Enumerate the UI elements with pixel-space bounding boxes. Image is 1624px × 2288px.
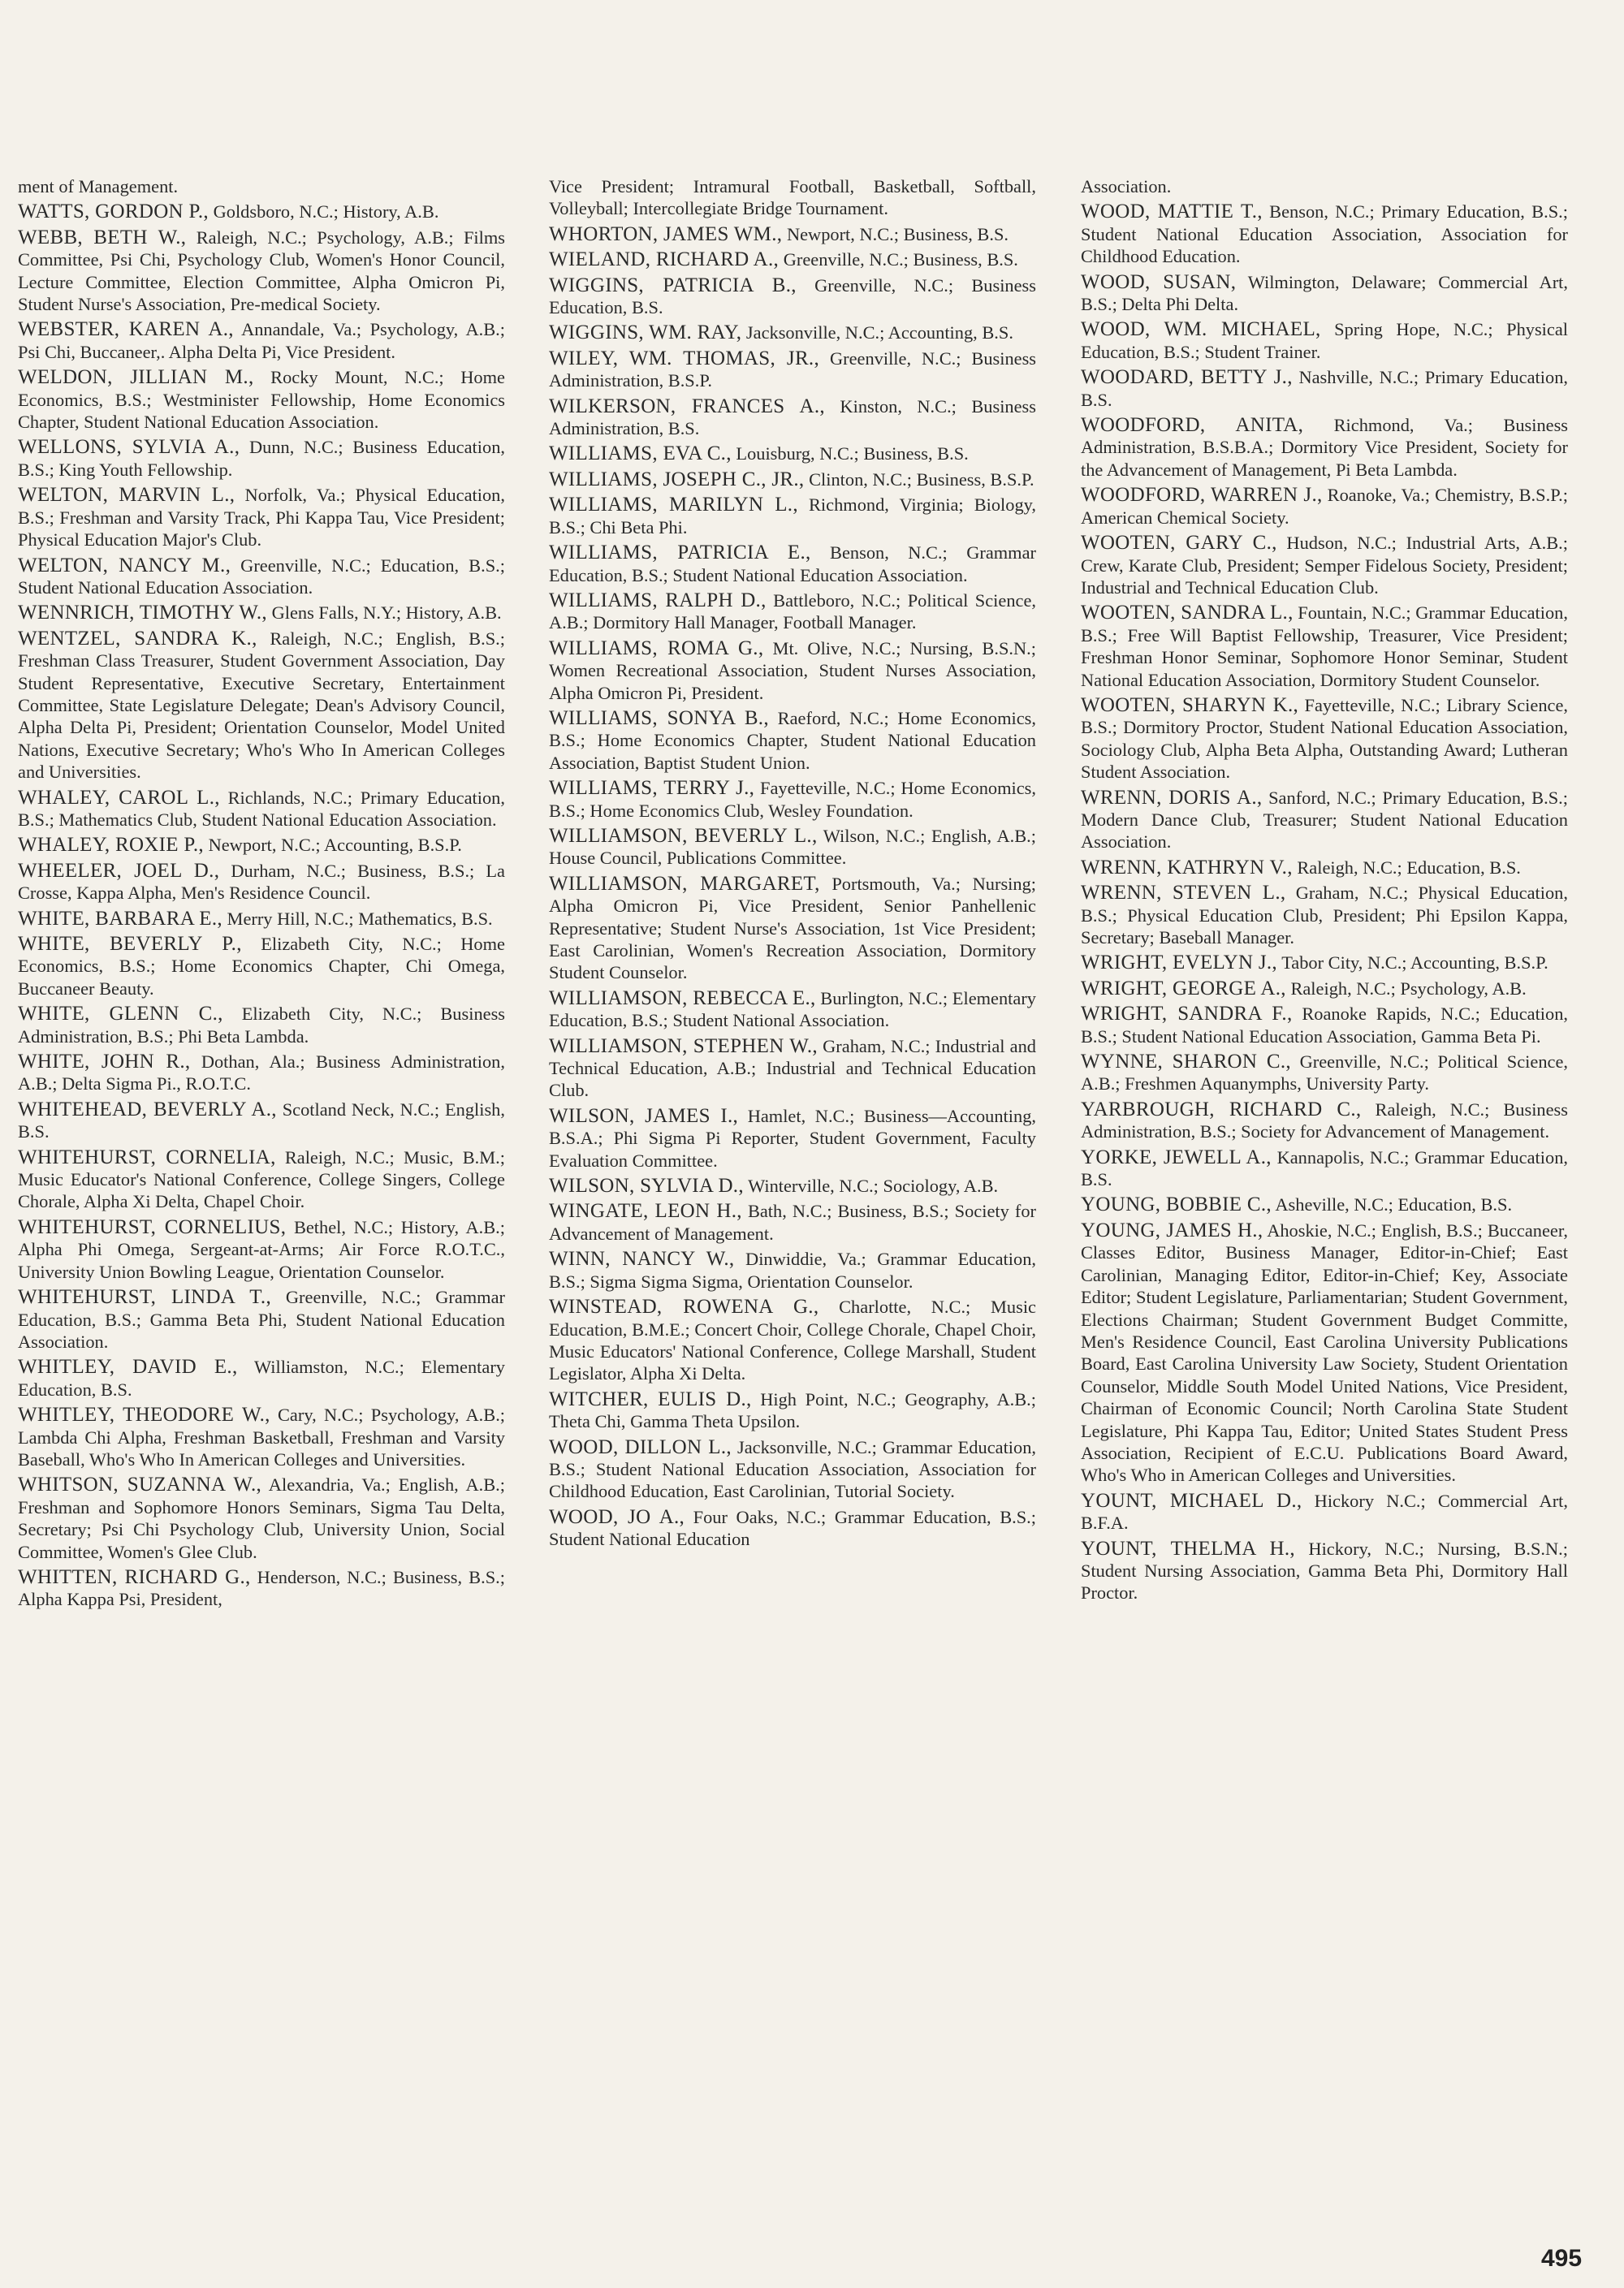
entry-details: Richmond, Va.; Business Administration, B.S.B.A.; Dormitory Vice President, Society for the Advancement of Management, Pi Beta Lambda. xyxy=(1081,415,1569,480)
directory-entry xyxy=(549,248,1036,270)
entry-details: Jacksonville, N.C.; Accounting, B.S. xyxy=(745,322,1013,343)
entry-details: Jacksonville, N.C.; Grammar Education, B.S.; Student National Education Association, Association for Childhood Education, East Carolinian, Tutorial Society. xyxy=(549,1436,1037,1502)
directory-entry xyxy=(549,348,1036,392)
entry-name: YARBROUGH, RICHARD C., xyxy=(1081,1098,1362,1120)
directory-entry xyxy=(549,494,1036,538)
entry-details: Fayetteville, N.C.; Library Science, B.S.; Dormitory Proctor, Student National Education Association, Sociology Club, Alpha Beta Alpha, Outstanding Award; Lutheran Student Association. xyxy=(1081,694,1568,783)
directory-entry xyxy=(1081,1538,1568,1604)
entry-name: WILSON, SYLVIA D., xyxy=(549,1175,744,1198)
entry-name: WHITEHURST, CORNELIUS, xyxy=(18,1215,287,1238)
entry-details: Spring Hope, N.C.; Physical Education, B.S.; Student Trainer. xyxy=(1081,319,1568,362)
directory-entry xyxy=(1081,1051,1568,1095)
entry-details: Louisburg, N.C.; Business, B.S. xyxy=(736,443,969,464)
entry-details: Alexandria, Va.; English, A.B.; Freshman and Sophomore Honors Seminars, Sigma Tau Delta, Secretary; Psi Chi Psychology Club, University Union, Social Committee, Women's Glee Club. xyxy=(18,1474,505,1562)
entry-name: WILLIAMSON, BEVERLY L., xyxy=(549,824,818,847)
entry-details: Raeford, N.C.; Home Economics, B.S.; Home Economics Chapter, Student National Education Association, Baptist Student Union. xyxy=(549,707,1036,773)
entry-details: Elizabeth City, N.C.; Home Economics, B.S.; Home Economics Chapter, Chi Omega, Buccaneer Beauty. xyxy=(18,934,505,999)
entry-details: Raleigh, N.C.; Music, B.M.; Music Educator's National Conference, College Singers, College Chorale, Alpha Xi Delta, Chapel Choir. xyxy=(18,1146,505,1212)
directory-entry xyxy=(549,395,1036,440)
directory-entry xyxy=(1081,532,1568,598)
entry-name: WOODARD, BETTY J., xyxy=(1081,366,1293,389)
directory-entry xyxy=(549,777,1036,822)
entry-name: WIELAND, RICHARD A., xyxy=(549,248,780,271)
entry-details: Ahoskie, N.C.; English, B.S.; Buccaneer, Classes Editor, Business Manager, Editor-in-Chief; East Carolinian, Managing Editor, Editor-in-Chief; Key, Associate Editor; Student Legislature, Parliamentarian; Student Government, Elections Chairman; Student Government Budget Committe, Men's Residence Council, East Carolina University Publications Board, East Carolina University Law Society, Student Orientation Counselor, Middle South Model United Nations, Vice President, Chairman of Economic Council; North Carolina State Student Legislature, Phi Kappa Tau, Editor; United States Student Press Association, Recipient of E.C.U. Publications Board Award, Who's Who in American Colleges and Universities. xyxy=(1081,1220,1568,1486)
entry-details: Benson, N.C.; Grammar Education, B.S.; Student National Education Association. xyxy=(549,542,1036,585)
entry-details: Sanford, N.C.; Primary Education, B.S.; Modern Dance Club, Treasurer; Student National Education Association. xyxy=(1081,787,1568,853)
entry-name: WILLIAMS, RALPH D., xyxy=(549,589,767,611)
entry-details: Richmond, Virginia; Biology, B.S.; Chi Beta Phi. xyxy=(549,494,1036,537)
entry-name: WENTZEL, SANDRA K., xyxy=(18,627,257,650)
directory-entry xyxy=(1081,318,1568,363)
directory-entry xyxy=(1081,1490,1568,1535)
directory-entry xyxy=(549,707,1036,774)
entry-name: WHITEHEAD, BEVERLY A., xyxy=(18,1098,277,1120)
directory-entry xyxy=(549,637,1036,704)
entry-details: Williamston, N.C.; Elementary Education, B.S. xyxy=(18,1357,505,1400)
entry-name: YOUNG, JAMES H., xyxy=(1081,1219,1263,1241)
entry-details: Greenville, N.C.; Grammar Education, B.S.; Gamma Beta Phi, Student National Education Association. xyxy=(18,1287,505,1352)
directory-entry xyxy=(18,860,505,904)
entry-name: WHITE, JOHN R., xyxy=(18,1051,191,1073)
directory-entry xyxy=(1081,882,1568,948)
entry-details: Durham, N.C.; Business, B.S.; La Crosse, Kappa Alpha, Men's Residence Council. xyxy=(18,860,505,904)
entry-details: Roanoke Rapids, N.C.; Education, B.S.; Student National Education Association, Gamma Beta Pi. xyxy=(1081,1004,1568,1047)
entry-name: WOODFORD, WARREN J., xyxy=(1081,484,1323,507)
entry-name: WILLIAMS, PATRICIA E., xyxy=(549,542,811,564)
entry-name: WILLIAMS, TERRY J., xyxy=(549,777,755,800)
entry-details: Portsmouth, Va.; Nursing; Alpha Omicron Pi, Vice President, Senior Panhellenic Representative; Student Nurse's Association, 1st Vice President; East Carolinian, Women's Recreation Association, Dormitory Student Counselor. xyxy=(549,873,1036,983)
entry-details: Newport, N.C.; Business, B.S. xyxy=(786,223,1009,244)
entry-details: Wilmington, Delaware; Commercial Art, B.S.; Delta Phi Delta. xyxy=(1081,271,1568,315)
entry-name: WILLIAMS, SONYA B., xyxy=(549,706,769,729)
directory-entry xyxy=(549,468,1036,490)
entry-details: Raleigh, N.C.; Education, B.S. xyxy=(1297,857,1521,878)
entry-details: Tabor City, N.C.; Accounting, B.S.P. xyxy=(1281,952,1548,973)
directory-entry xyxy=(549,223,1036,245)
directory-entry xyxy=(18,602,505,624)
entry-name: WOOD, SUSAN, xyxy=(1081,270,1237,293)
directory-entry xyxy=(18,366,505,433)
entry-details: Greenville, N.C.; Political Science, A.B.; Freshmen Aquanymphs, University Party. xyxy=(1081,1051,1568,1094)
entry-name: WIGGINS, WM. RAY, xyxy=(549,322,742,344)
entry-details: Association. xyxy=(1081,176,1172,196)
directory-entry xyxy=(549,1175,1036,1197)
entry-name: WHITLEY, THEODORE W., xyxy=(18,1404,270,1427)
entry-name: WINGATE, LEON H., xyxy=(549,1200,742,1223)
entry-name: WRENN, DORIS A., xyxy=(1081,786,1263,809)
directory-entry xyxy=(18,1474,505,1563)
entry-details: Dinwiddie, Va.; Grammar Education, B.S.; Sigma Sigma Sigma, Orientation Counselor. xyxy=(549,1249,1036,1292)
directory-entry xyxy=(549,1436,1036,1503)
entry-details: Raleigh, N.C.; Business Administration, B.S.; Society for Advancement of Management. xyxy=(1081,1099,1568,1142)
entry-details: Newport, N.C.; Accounting, B.S.P. xyxy=(208,835,462,856)
directory-entry xyxy=(1081,484,1568,529)
directory-entry xyxy=(18,1051,505,1095)
entry-name: WOOTEN, GARY C., xyxy=(1081,532,1277,555)
entry-name: YORKE, JEWELL A., xyxy=(1081,1146,1272,1168)
entry-details: Goldsboro, N.C.; History, A.B. xyxy=(213,201,439,222)
directory-entry xyxy=(1081,602,1568,691)
entry-name: WOOD, MATTIE T., xyxy=(1081,201,1263,223)
entry-name: WELLONS, SYLVIA A., xyxy=(18,436,240,459)
entry-details: Rocky Mount, N.C.; Home Economics, B.S.; Westminister Fellowship, Home Economics Chapter, Student National Education Association. xyxy=(18,367,505,433)
entry-name: WILLIAMSON, MARGARET, xyxy=(549,872,820,895)
entry-details: Fayetteville, N.C.; Home Economics, B.S.; Home Economics Club, Wesley Foundation. xyxy=(549,778,1036,821)
directory-entry xyxy=(549,1296,1036,1385)
directory-entry xyxy=(18,1146,505,1213)
entry-name: WOOD, JO A., xyxy=(549,1505,685,1528)
entry-name: WRIGHT, SANDRA F., xyxy=(1081,1003,1293,1025)
entry-name: YOUNT, MICHAEL D., xyxy=(1081,1489,1302,1512)
page-number: 495 xyxy=(1541,2245,1583,2272)
entry-details: Charlotte, N.C.; Music Education, B.M.E.; Concert Choir, College Chorale, Chapel Choir, Music Educators' National Conference, College Marshall, Student Legislator, Alpha Xi Delta. xyxy=(549,1297,1036,1384)
entry-name: WOOTEN, SANDRA L., xyxy=(1081,602,1294,624)
entry-details: Mt. Olive, N.C.; Nursing, B.S.N.; Women Recreational Association, Student Nurses Association, Alpha Omicron Pi, President. xyxy=(549,637,1037,703)
directory-entry xyxy=(18,834,505,856)
directory-entry xyxy=(18,436,505,481)
directory-entry xyxy=(18,908,505,930)
directory-entry xyxy=(18,484,505,550)
entry-name: WILEY, WM. THOMAS, JR., xyxy=(549,347,820,369)
entry-name: WILLIAMS, MARILYN L., xyxy=(549,494,798,516)
directory-entry xyxy=(18,1003,505,1047)
directory-entry xyxy=(549,542,1036,586)
entry-name: WELTON, NANCY M., xyxy=(18,554,231,576)
directory-entry xyxy=(18,175,505,197)
directory-entry xyxy=(18,1566,505,1611)
entry-name: WILLIAMS, ROMA G., xyxy=(549,637,764,659)
directory-entry xyxy=(1081,1146,1568,1191)
entry-details: Kinston, N.C.; Business Administration, B.S. xyxy=(549,395,1036,439)
entry-name: WHITTEN, RICHARD G., xyxy=(18,1565,251,1588)
entry-name: WHALEY, ROXIE P., xyxy=(18,834,204,857)
entry-details: Annandale, Va.; Psychology, A.B.; Psi Chi, Buccaneer,. Alpha Delta Pi, Vice President. xyxy=(18,319,505,362)
column-1 xyxy=(18,175,505,1614)
directory-entry xyxy=(549,1388,1036,1433)
directory-entry xyxy=(1081,1003,1568,1047)
directory-entry xyxy=(18,318,505,363)
directory-entry xyxy=(549,1200,1036,1245)
entry-name: WITCHER, EULIS D., xyxy=(549,1388,752,1410)
entry-name: WHITE, BARBARA E., xyxy=(18,907,222,930)
directory-entry xyxy=(1081,366,1568,411)
entry-name: WEBSTER, KAREN A., xyxy=(18,318,234,341)
directory-entry xyxy=(549,442,1036,464)
entry-details: Greenville, N.C.; Business Education, B.S. xyxy=(549,274,1036,318)
entry-name: WILLIAMSON, REBECCA E., xyxy=(549,986,816,1009)
directory-entry xyxy=(1081,787,1568,853)
entry-details: Fountain, N.C.; Grammar Education, B.S.; Free Will Baptist Fellowship, Treasurer, Vice President; Freshman Honor Seminar, Sophomore Honor Seminar, Student National Education Association, Dormitory Student Counselor. xyxy=(1081,602,1568,690)
directory-entry xyxy=(549,1035,1036,1102)
entry-details: Hudson, N.C.; Industrial Arts, A.B.; Crew, Karate Club, President; Semper Fidelous Society, President; Industrial and Technical Education Club. xyxy=(1081,533,1568,598)
entry-details: Hickory N.C.; Commercial Art, B.F.A. xyxy=(1081,1490,1568,1534)
entry-name: YOUNT, THELMA H., xyxy=(1081,1537,1295,1560)
entry-details: Hickory, N.C.; Nursing, B.S.N.; Student Nursing Association, Gamma Beta Phi, Dormitory Hall Proctor. xyxy=(1081,1538,1568,1604)
directory-entry xyxy=(549,873,1036,984)
entry-details: Greenville, N.C.; Business, B.S. xyxy=(783,249,1018,270)
entry-details: Raleigh, N.C.; Psychology, A.B. xyxy=(1290,978,1527,999)
directory-entry xyxy=(549,1105,1036,1172)
entry-details: Elizabeth City, N.C.; Business Administration, B.S.; Phi Beta Lambda. xyxy=(18,1004,506,1047)
entry-name: WRIGHT, EVELYN J., xyxy=(1081,952,1277,974)
entry-name: WHITEHURST, LINDA T., xyxy=(18,1286,272,1309)
directory-entry xyxy=(1081,857,1568,879)
directory-entry xyxy=(1081,414,1568,481)
entry-details: Burlington, N.C.; Elementary Education, B.S.; Student National Association. xyxy=(549,987,1036,1031)
entry-details: Bath, N.C.; Business, B.S.; Society for Advancement of Management. xyxy=(549,1201,1036,1244)
entry-name: WILLIAMS, JOSEPH C., JR., xyxy=(549,468,805,490)
entry-details: Dothan, Ala.; Business Administration, A.B.; Delta Sigma Pi., R.O.T.C. xyxy=(18,1051,505,1094)
directory-entry xyxy=(549,175,1036,220)
entry-details: Nashville, N.C.; Primary Education, B.S. xyxy=(1081,367,1568,410)
directory-entry xyxy=(549,825,1036,870)
directory-entry xyxy=(1081,1194,1568,1215)
entry-name: WATTS, GORDON P., xyxy=(18,201,209,223)
directory-entry xyxy=(549,1506,1036,1551)
entry-details: Greenville, N.C.; Education, B.S.; Student National Education Association. xyxy=(18,555,505,598)
entry-details: High Point, N.C.; Geography, A.B.; Theta Chi, Gamma Theta Upsilon. xyxy=(549,1388,1036,1432)
entry-name: WRENN, STEVEN L., xyxy=(1081,882,1286,904)
entry-name: WILSON, JAMES I., xyxy=(549,1104,739,1127)
entry-details: Norfolk, Va.; Physical Education, B.S.; Freshman and Varsity Track, Phi Kappa Tau, Vice President; Physical Education Major's Club. xyxy=(18,485,505,550)
directory-entry xyxy=(18,1099,505,1143)
directory-entry xyxy=(1081,201,1568,267)
entry-name: WELDON, JILLIAN M., xyxy=(18,366,254,389)
entry-details: Cary, N.C.; Psychology, A.B.; Lambda Chi Alpha, Freshman Basketball, Freshman and Varsity Baseball, Who's Who In American Colleges and Universities. xyxy=(18,1405,506,1470)
directory-entry xyxy=(1081,694,1568,784)
entry-name: WHITEHURST, CORNELIA, xyxy=(18,1146,276,1168)
column-3 xyxy=(1081,175,1568,1608)
entry-name: WRIGHT, GEORGE A., xyxy=(1081,977,1286,999)
entry-details: Asheville, N.C.; Education, B.S. xyxy=(1275,1194,1513,1215)
directory-entry xyxy=(549,589,1036,634)
entry-details: Glens Falls, N.Y.; History, A.B. xyxy=(271,602,502,624)
entry-details: Hamlet, N.C.; Business—Accounting, B.S.A.; Phi Sigma Pi Reporter, Student Government, Faculty Evaluation Committee. xyxy=(549,1105,1036,1171)
directory-entry xyxy=(18,1216,505,1283)
entry-name: WHITSON, SUZANNA W., xyxy=(18,1474,262,1496)
directory-entry xyxy=(18,628,505,784)
entry-name: WHITLEY, DAVID E., xyxy=(18,1356,238,1379)
entry-name: WRENN, KATHRYN V., xyxy=(1081,856,1293,879)
entry-name: WHALEY, CAROL L., xyxy=(18,786,220,809)
entry-name: WOOTEN, SHARYN K., xyxy=(1081,693,1299,716)
entry-name: WHORTON, JAMES WM., xyxy=(549,222,783,245)
directory-entry xyxy=(549,987,1036,1032)
directory-entry xyxy=(18,1404,505,1470)
entry-details: Roanoke, Va.; Chemistry, B.S.P.; American Chemical Society. xyxy=(1081,485,1568,528)
directory-entry xyxy=(18,1356,505,1401)
entry-details: Raleigh, N.C.; English, B.S.; Freshman Class Treasurer, Student Government Association, Day Student Representative, Executive Secretary, Entertainment Committee, State Legislature Delegate; Dean's Advisory Council, Alpha Delta Pi, President; Orientation Counselor, Model United Nations, Executive Secretary; Who's Who In American Colleges and Universities. xyxy=(18,628,505,783)
entry-details: Wilson, N.C.; English, A.B.; House Council, Publications Committee. xyxy=(549,825,1036,869)
directory-entry xyxy=(549,322,1036,343)
entry-name: WEBB, BETH W., xyxy=(18,226,187,248)
entry-details: Bethel, N.C.; History, A.B.; Alpha Phi Omega, Sergeant-at-Arms; Air Force R.O.T.C., University Union Bowling League, Orientation Counselor. xyxy=(18,1216,505,1282)
entry-name: WHITE, BEVERLY P., xyxy=(18,933,242,955)
entry-name: WOOD, DILLON L., xyxy=(549,1435,732,1458)
entry-details: Kannapolis, N.C.; Grammar Education, B.S. xyxy=(1081,1146,1568,1190)
entry-name: WOODFORD, ANITA, xyxy=(1081,414,1304,437)
entry-details: Henderson, N.C.; Business, B.S.; Alpha Kappa Psi, President, xyxy=(18,1566,505,1610)
entry-name: WILLIAMSON, STEPHEN W., xyxy=(549,1034,818,1057)
entry-details: Richlands, N.C.; Primary Education, B.S.; Mathematics Club, Student National Education Association. xyxy=(18,787,505,830)
entry-details: Dunn, N.C.; Business Education, B.S.; King Youth Fellowship. xyxy=(18,437,505,480)
entry-name: WILLIAMS, EVA C., xyxy=(549,442,732,465)
directory-entry xyxy=(18,787,505,831)
entry-details: Merry Hill, N.C.; Mathematics, B.S. xyxy=(227,908,493,929)
directory-entry xyxy=(1081,1220,1568,1487)
directory-entry xyxy=(18,201,505,222)
entry-name: WILKERSON, FRANCES A., xyxy=(549,395,825,417)
entry-name: WINSTEAD, ROWENA G., xyxy=(549,1296,819,1319)
entry-details: Greenville, N.C.; Business Administration, B.S.P. xyxy=(549,348,1037,391)
directory-entry xyxy=(1081,175,1568,197)
directory-entry xyxy=(1081,978,1568,999)
directory-entry xyxy=(18,1286,505,1353)
entry-details: Graham, N.C.; Industrial and Technical Education, A.B.; Industrial and Technical Education Club. xyxy=(549,1035,1036,1101)
entry-details: Clinton, N.C.; Business, B.S.P. xyxy=(809,468,1034,490)
entry-name: WIGGINS, PATRICIA B., xyxy=(549,274,797,296)
entry-name: WOOD, WM. MICHAEL, xyxy=(1081,318,1321,341)
entry-details: Scotland Neck, N.C.; English, B.S. xyxy=(18,1099,505,1142)
directory-entry xyxy=(18,227,505,316)
entry-name: WYNNE, SHARON C., xyxy=(1081,1051,1291,1073)
entry-details: Vice President; Intramural Football, Basketball, Softball, Volleyball; Intercollegiate Bridge Tournament. xyxy=(549,176,1036,219)
directory-entry xyxy=(1081,271,1568,316)
entry-name: WHITE, GLENN C., xyxy=(18,1003,223,1025)
entry-details: ment of Management. xyxy=(18,176,179,196)
entry-details: Benson, N.C.; Primary Education, B.S.; Student National Education Association, Association for Childhood Education. xyxy=(1081,201,1568,267)
entry-name: YOUNG, BOBBIE C., xyxy=(1081,1194,1272,1216)
entry-name: WELTON, MARVIN L., xyxy=(18,484,235,507)
directory-entry xyxy=(18,933,505,999)
directory-entry xyxy=(1081,1099,1568,1143)
directory-entry xyxy=(549,274,1036,319)
entry-name: WINN, NANCY W., xyxy=(549,1248,735,1271)
entry-details: Raleigh, N.C.; Psychology, A.B.; Films Committee, Psi Chi, Psychology Club, Women's Honor Council, Lecture Committee, Election Committee, Alpha Omicron Pi, Student Nurse's Association, Pre-medical Society. xyxy=(18,227,505,315)
entry-details: Winterville, N.C.; Sociology, A.B. xyxy=(748,1176,999,1197)
entry-name: WENNRICH, TIMOTHY W., xyxy=(18,602,267,624)
directory-entry xyxy=(18,555,505,599)
entry-details: Battleboro, N.C.; Political Science, A.B.; Dormitory Hall Manager, Football Manager. xyxy=(549,589,1036,633)
directory-entry xyxy=(549,1248,1036,1293)
column-2 xyxy=(549,175,1036,1554)
entry-name: WHEELER, JOEL D., xyxy=(18,859,220,882)
directory-entry xyxy=(1081,952,1568,973)
entry-details: Four Oaks, N.C.; Grammar Education, B.S.; Student National Education xyxy=(549,1506,1036,1550)
entry-details: Graham, N.C.; Physical Education, B.S.; Physical Education Club, President; Phi Epsilon Kappa, Secretary; Baseball Manager. xyxy=(1081,883,1568,948)
